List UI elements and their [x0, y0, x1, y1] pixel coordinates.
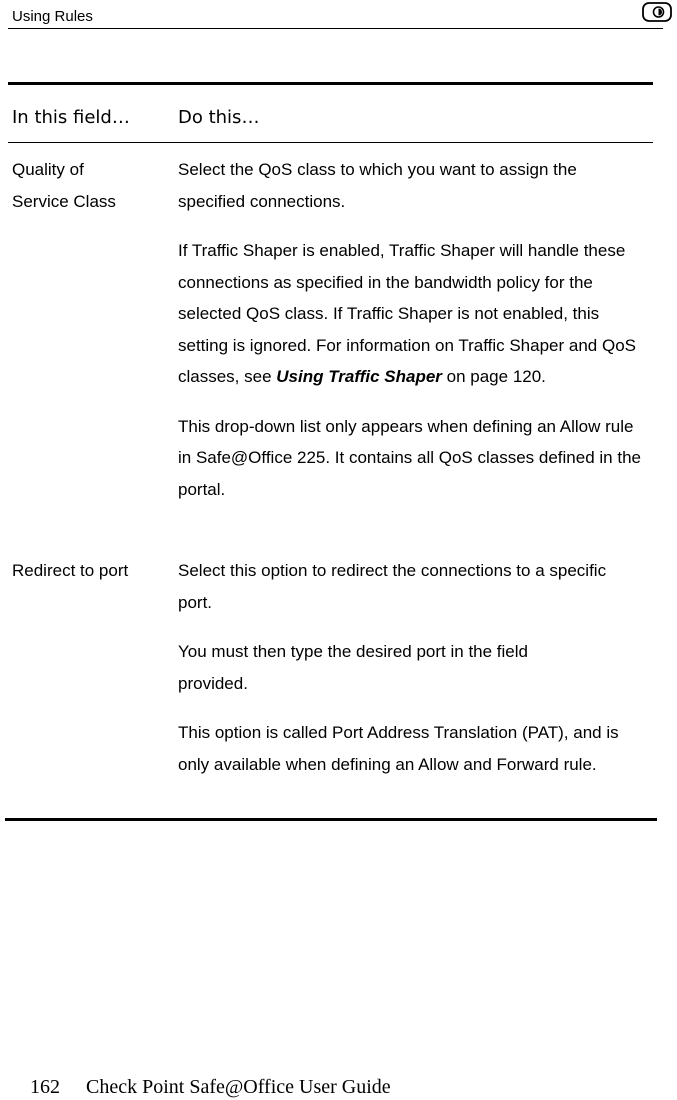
running-header-title: Using Rules [12, 8, 93, 25]
description-paragraph: Select this option to redirect the connections to a specific port. [178, 561, 607, 612]
table-top-rule [8, 82, 653, 85]
page-number: 162 [30, 1076, 60, 1098]
circle-dot-icon [642, 2, 672, 22]
field-name-line: Quality of [12, 160, 84, 179]
column-header-field: In this field… [12, 107, 130, 128]
description-text: on page 120. [441, 367, 546, 386]
field-description-qos [178, 154, 648, 505]
book-title: Check Point Safe@Office User Guide [86, 1076, 391, 1098]
description-paragraph: This drop-down list only appears when defining an Allow rule in Safe@Office 225. It contains all QoS classes defined in the portal. [178, 416, 641, 499]
field-name-redirect [12, 555, 162, 587]
description-paragraph: You must then type the desired port in the field provided. [178, 642, 528, 693]
description-paragraph: This option is called Port Address Translation (PAT), and is only available when defining an Allow and Forward rule. [178, 723, 619, 774]
table-header-rule [8, 142, 653, 143]
field-name-line: Service Class [12, 191, 116, 211]
table-bottom-rule [5, 818, 657, 821]
description-paragraph [178, 235, 648, 393]
field-name-qos [12, 154, 162, 217]
header-divider [8, 28, 663, 29]
description-paragraph: Select the QoS class to which you want to assign the specified connections. [178, 160, 577, 211]
column-header-action: Do this… [178, 107, 260, 128]
page-footer [30, 1074, 391, 1100]
description-text: If Traffic Shaper is enabled, Traffic Shaper will handle these connections as specified in the bandwidth policy for the selected QoS class. If Traffic Shaper is not enabled, this setting is ignored. For information on Traffic Shaper and QoS classes, see [178, 241, 636, 386]
field-description-redirect [178, 555, 633, 780]
cross-reference-link[interactable]: Using Traffic Shaper [276, 367, 442, 386]
field-name-line: Redirect to port [12, 561, 129, 580]
